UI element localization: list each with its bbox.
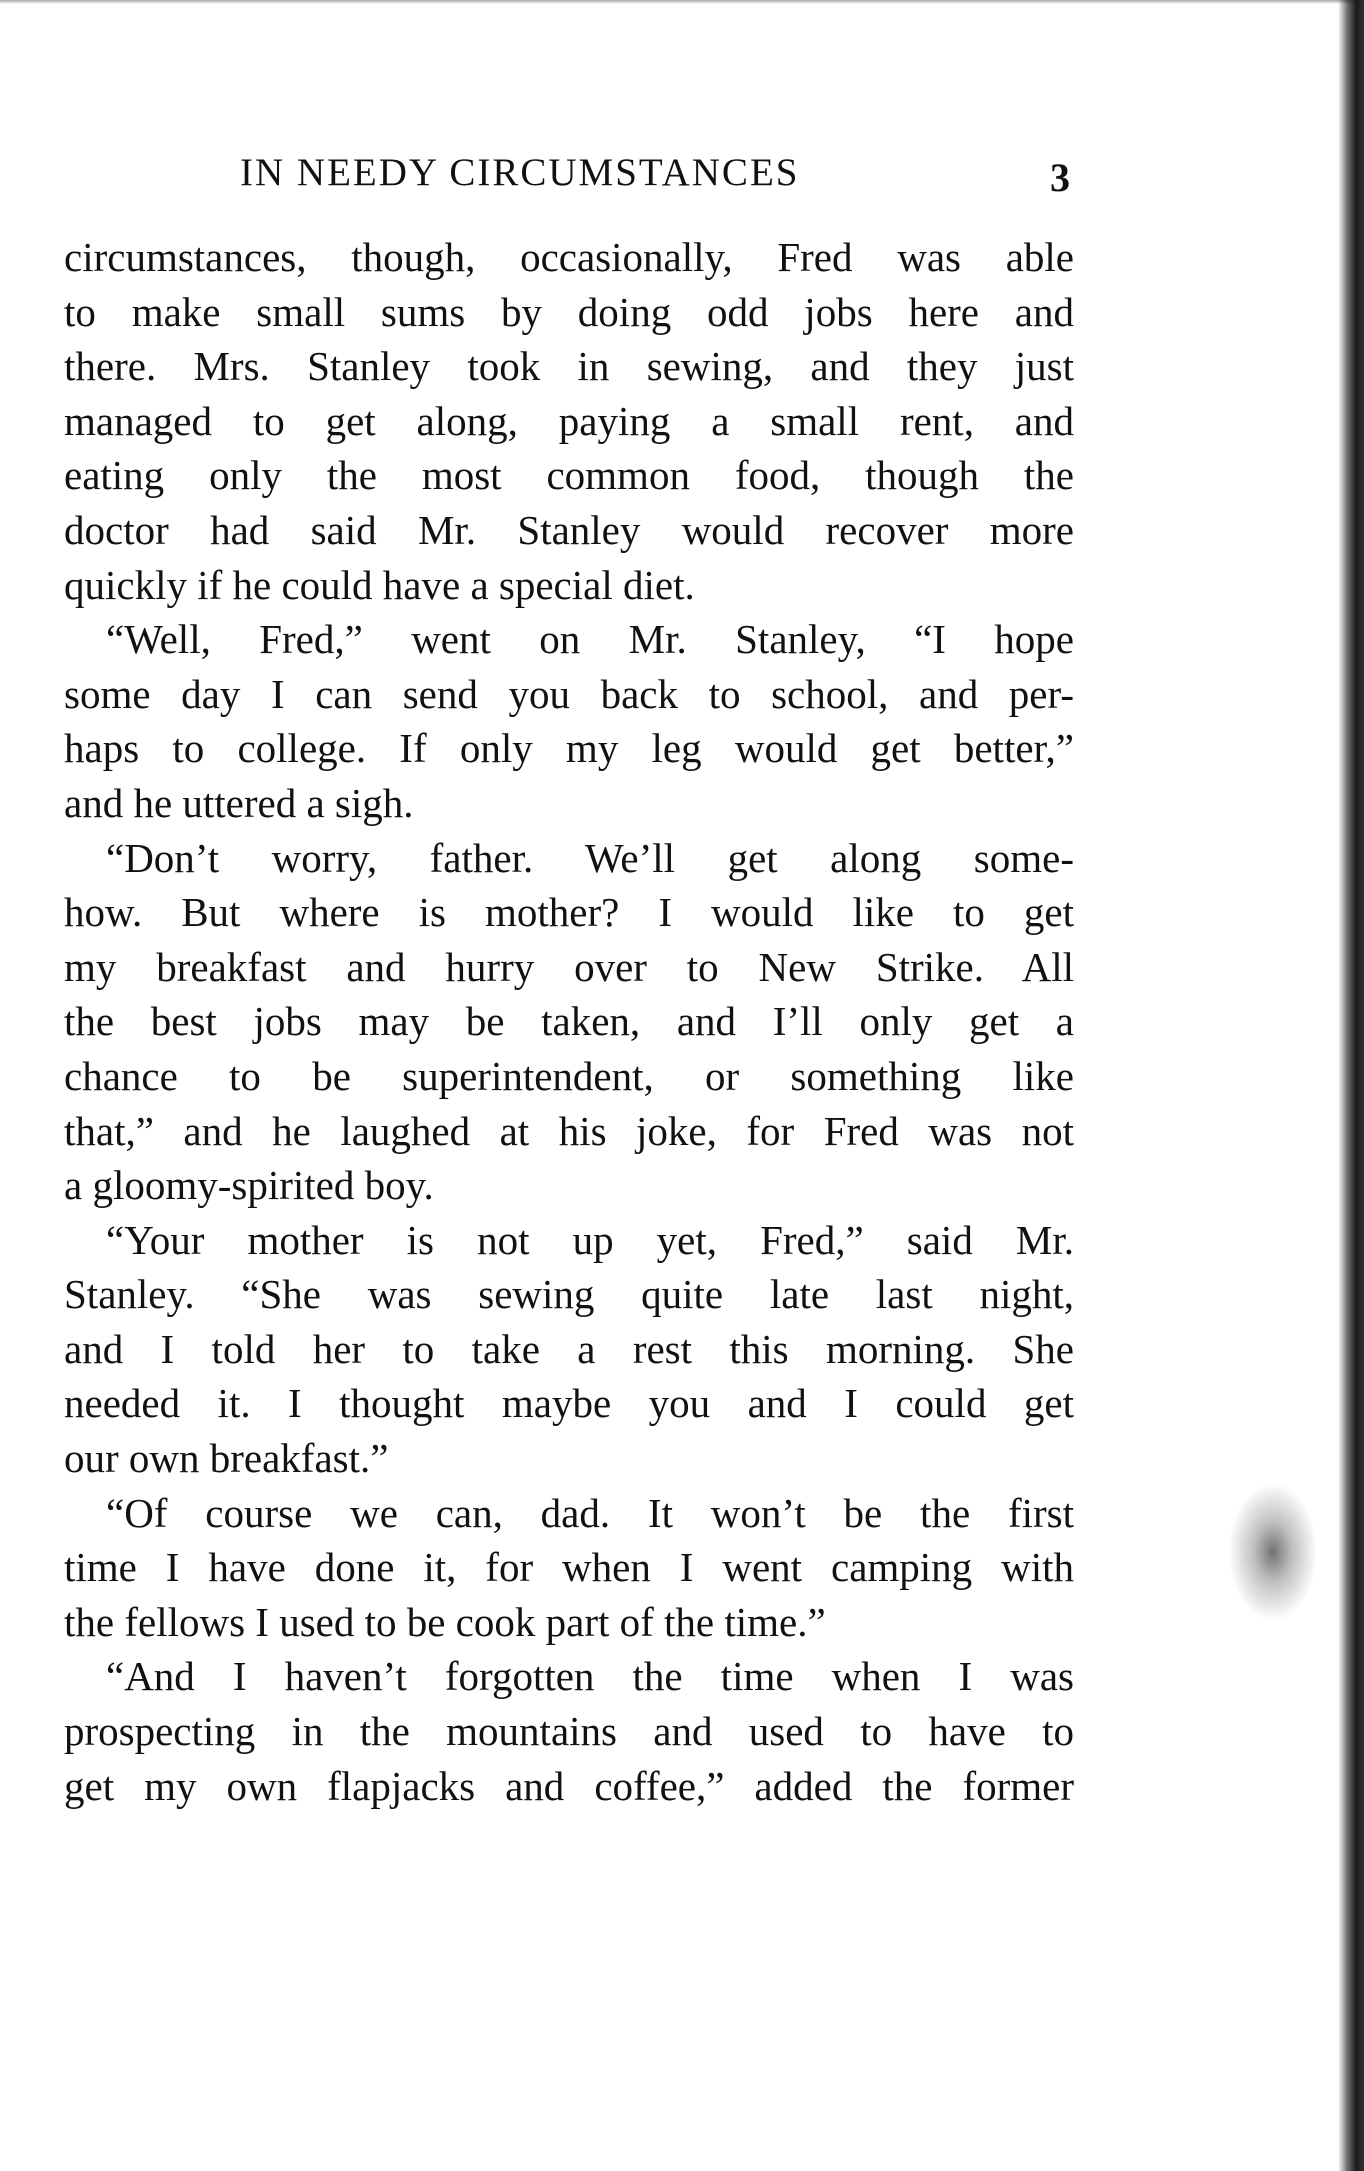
text-line: get my own flapjacks and coffee,” added the former [64,1762,1074,1809]
text-line: time I have done it, for when I went camping with [64,1544,1074,1591]
body-text [64,230,1074,1813]
text-line: and I told her to take a rest this morning. She [64,1325,1074,1372]
text-line: “Don’t worry, father. We’ll get along some- [106,834,1074,881]
text-line: doctor had said Mr. Stanley would recover more [64,506,1074,553]
text-line: “Well, Fred,” went on Mr. Stanley, “I hope [106,616,1074,663]
text-line: my breakfast and hurry over to New Strike. All [64,943,1074,990]
running-title: IN NEEDY CIRCUMSTANCES [240,151,800,194]
text-line: needed it. I thought maybe you and I could get [64,1380,1074,1427]
scan-top-edge [0,0,1364,4]
text-line: there. Mrs. Stanley took in sewing, and they just [64,343,1074,390]
text-line: chance to be superintendent, or something like [64,1052,1074,1099]
text-line: “Your mother is not up yet, Fred,” said Mr. [106,1216,1074,1263]
text-line: haps to college. If only my leg would get better,” [64,725,1074,772]
text-line: circumstances, though, occasionally, Fred was able [64,234,1074,280]
text-line: prospecting in the mountains and used to have to [64,1708,1074,1755]
text-line: “And I haven’t forgotten the time when I was [106,1653,1074,1700]
text-line: a gloomy-spirited boy. [64,1162,434,1209]
text-line: that,” and he laughed at his joke, for Fred was not [64,1107,1074,1154]
page-header [240,150,1070,210]
text-line: “Of course we can, dad. It won’t be the first [106,1489,1074,1536]
scan-right-edge-shadow [1338,0,1364,2171]
text-line: quickly if he could have a special diet. [64,561,695,608]
text-line: Stanley. “She was sewing quite late last night, [64,1271,1074,1318]
text-line: managed to get along, paying a small rent, and [64,397,1074,444]
text-line: to make small sums by doing odd jobs here and [64,288,1074,335]
text-line: our own breakfast.” [64,1435,389,1482]
text-line: some day I can send you back to school, and per- [64,670,1074,717]
text-line: eating only the most common food, though the [64,452,1074,499]
text-line: how. But where is mother? I would like to get [64,889,1074,936]
page-number: 3 [1050,155,1070,200]
text-line: and he uttered a sigh. [64,779,414,826]
text-line: the fellows I used to be cook part of the time.” [64,1598,826,1645]
ink-smudge [1228,1482,1318,1622]
text-line: the best jobs may be taken, and I’ll only get a [64,998,1074,1045]
